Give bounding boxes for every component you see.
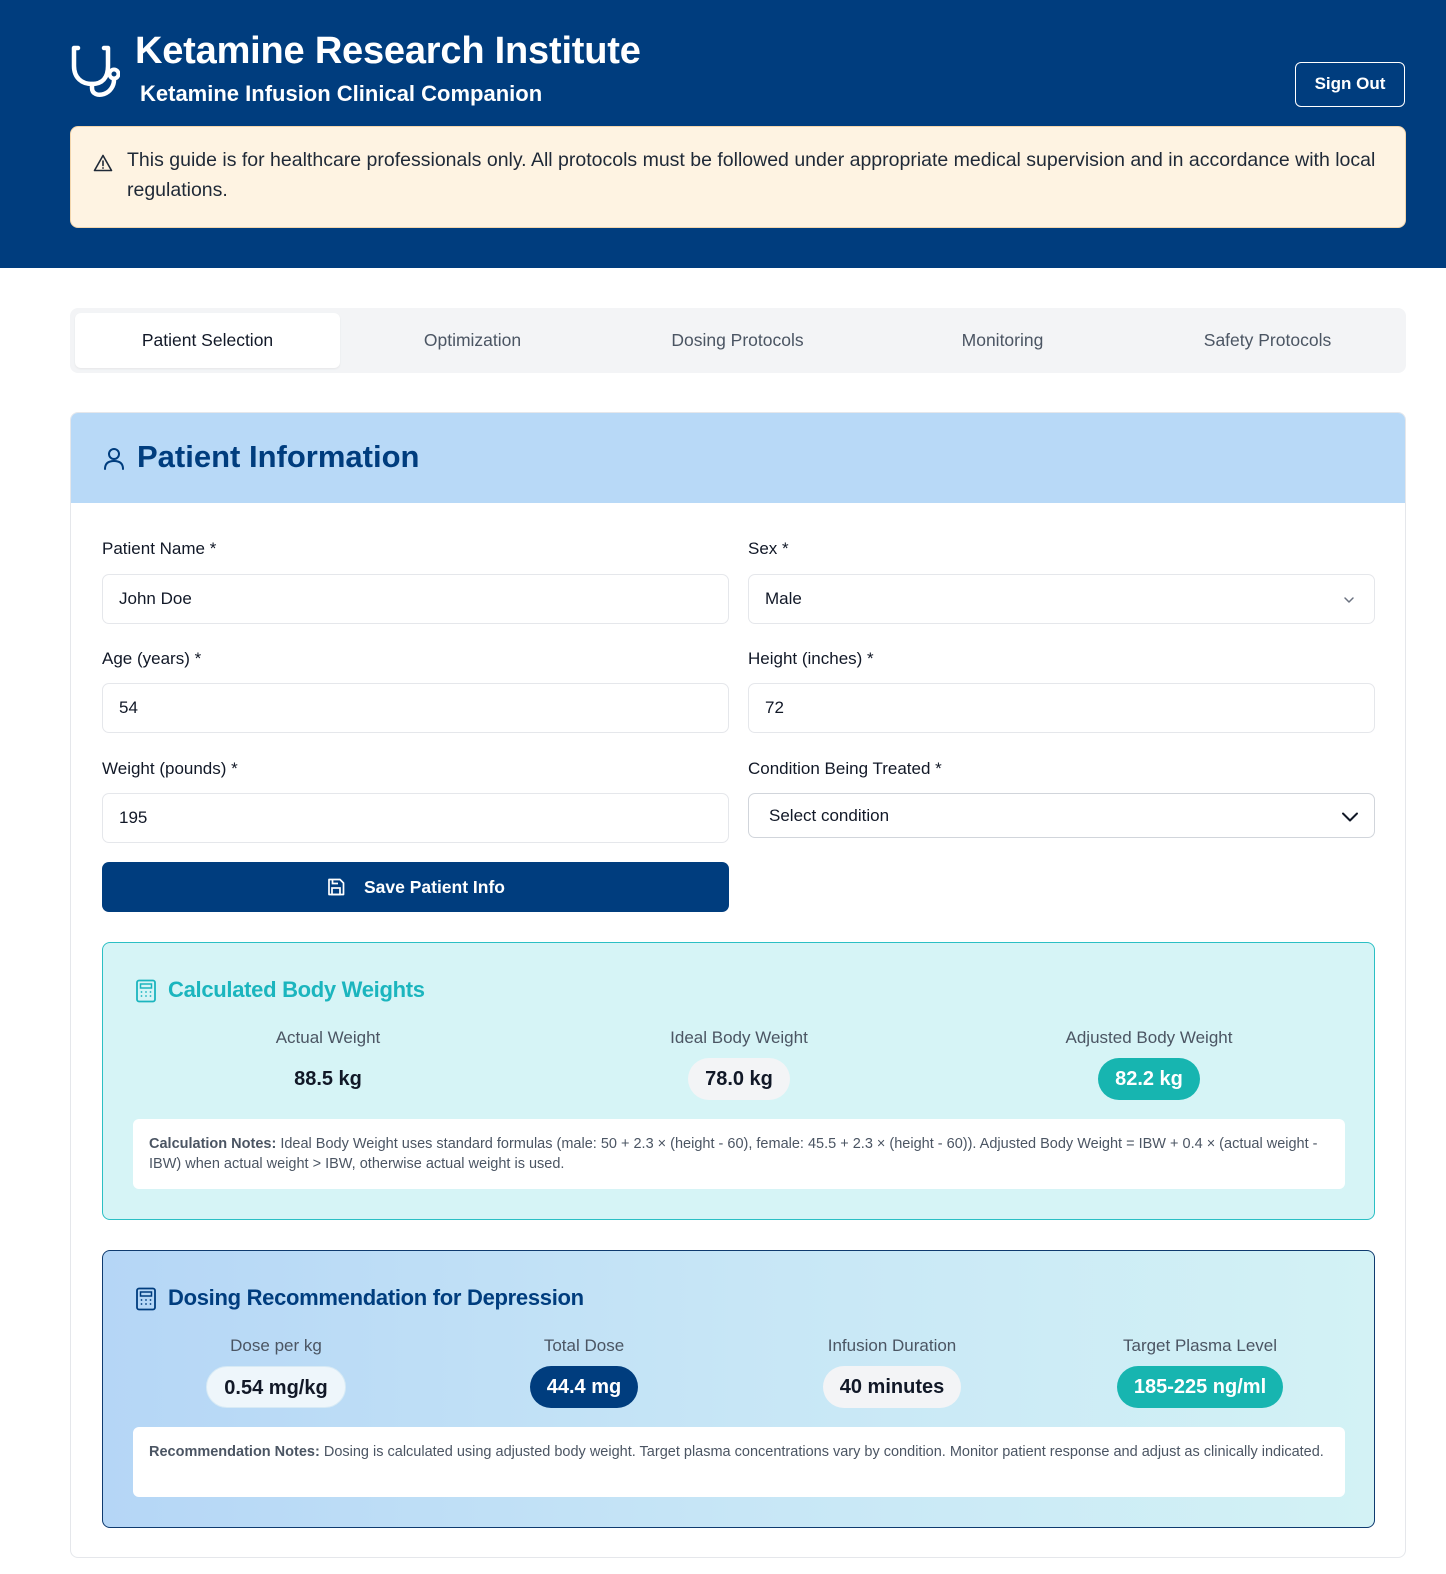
dose-per-kg-value: 0.54 mg/kg	[206, 1366, 345, 1408]
calculator-icon	[135, 1287, 157, 1311]
recommendation-notes	[133, 1427, 1345, 1497]
card-header	[71, 413, 1406, 503]
sex-select[interactable]	[748, 574, 1375, 624]
condition-select[interactable]	[748, 793, 1375, 838]
warning-triangle-icon	[93, 153, 113, 173]
recommendation-notes-label: Recommendation Notes:	[149, 1444, 320, 1460]
condition-select-value: Select condition	[769, 806, 890, 825]
stethoscope-icon	[70, 44, 120, 100]
app-subtitle: Ketamine Infusion Clinical Companion	[140, 81, 543, 106]
infusion-duration-value: 40 minutes	[823, 1366, 961, 1408]
body-weights-title: Calculated Body Weights	[168, 977, 425, 1002]
card-title: Patient Information	[137, 439, 420, 474]
total-dose-stat	[434, 1336, 734, 1408]
weight-label: Weight (pounds) *	[102, 759, 238, 778]
sex-select-value: Male	[765, 589, 802, 608]
tab-bar	[70, 308, 1406, 373]
dose-per-kg-label: Dose per kg	[230, 1336, 322, 1355]
total-dose-value: 44.4 mg	[530, 1366, 638, 1408]
tab-safety-protocols[interactable]: Safety Protocols	[1203, 330, 1332, 350]
actual-weight-label: Actual Weight	[275, 1028, 381, 1047]
dose-per-kg-stat	[126, 1336, 426, 1408]
target-plasma-label: Target Plasma Level	[1122, 1336, 1278, 1355]
infusion-duration-stat	[742, 1336, 1042, 1408]
tab-monitoring[interactable]: Monitoring	[961, 330, 1044, 350]
save-icon	[326, 877, 346, 897]
recommendation-notes-text: Dosing is calculated using adjusted body weight. Target plasma concentrations vary by condition. Monitor patient response and adjust as clinically indicated.	[319, 1444, 1324, 1460]
tab-patient-selection[interactable]: Patient Selection	[75, 313, 340, 368]
calculation-notes	[133, 1119, 1345, 1189]
infusion-duration-label: Infusion Duration	[827, 1336, 957, 1355]
sex-label: Sex *	[748, 539, 789, 558]
calculated-body-weights-panel	[102, 942, 1375, 1220]
tab-dosing-protocols[interactable]: Dosing Protocols	[671, 330, 804, 350]
age-label: Age (years) *	[102, 649, 202, 668]
patient-name-input[interactable]: John Doe	[102, 574, 729, 624]
warning-text: This guide is for healthcare professionals only. All protocols must be followed under appropriate medical supervision and in accordance with local regulations.	[127, 149, 1376, 201]
chevron-down-icon	[1342, 593, 1356, 607]
app-title: Ketamine Research Institute	[135, 30, 641, 72]
adjusted-weight-value: 82.2 kg	[1098, 1058, 1200, 1100]
dosing-recommendation-panel	[102, 1250, 1375, 1528]
calculator-icon	[135, 979, 157, 1003]
age-input[interactable]: 54	[102, 683, 729, 733]
save-patient-info-button[interactable]	[102, 862, 729, 912]
calculation-notes-text: Ideal Body Weight uses standard formulas (male: 50 + 2.3 × (height - 60), female: 45.5 + 2.3 × (height - 60)). Adjusted Body Weight = IBW + 0.4 × (actual weight - IBW) when actual weight > IBW, otherwise actual weight is used.	[149, 1136, 1318, 1172]
calculation-notes-label: Calculation Notes:	[149, 1136, 277, 1152]
patient-information-card	[70, 412, 1406, 1558]
target-plasma-value: 185-225 ng/ml	[1117, 1366, 1283, 1408]
chevron-down-icon	[1340, 807, 1360, 827]
actual-weight-value: 88.5 kg	[294, 1068, 362, 1090]
condition-label: Condition Being Treated *	[748, 759, 942, 778]
total-dose-label: Total Dose	[543, 1336, 625, 1355]
tab-optimization[interactable]: Optimization	[423, 330, 522, 350]
sign-out-button[interactable]: Sign Out	[1295, 62, 1405, 107]
patient-name-label: Patient Name *	[102, 539, 217, 558]
weight-input[interactable]: 195	[102, 793, 729, 843]
user-icon	[103, 447, 125, 471]
adjusted-weight-stat	[999, 1028, 1299, 1100]
target-plasma-stat	[1050, 1336, 1350, 1408]
adjusted-weight-label: Adjusted Body Weight	[1065, 1028, 1233, 1047]
ideal-weight-value: 78.0 kg	[688, 1058, 790, 1100]
professional-warning-banner	[70, 126, 1406, 228]
app-header	[0, 0, 1446, 268]
actual-weight-stat	[178, 1028, 478, 1100]
ideal-weight-stat	[589, 1028, 889, 1100]
height-input[interactable]: 72	[748, 683, 1375, 733]
ideal-weight-label: Ideal Body Weight	[670, 1028, 808, 1047]
save-button-label: Save Patient Info	[363, 876, 505, 897]
height-label: Height (inches) *	[748, 649, 874, 668]
dosing-title: Dosing Recommendation for Depression	[168, 1285, 584, 1310]
